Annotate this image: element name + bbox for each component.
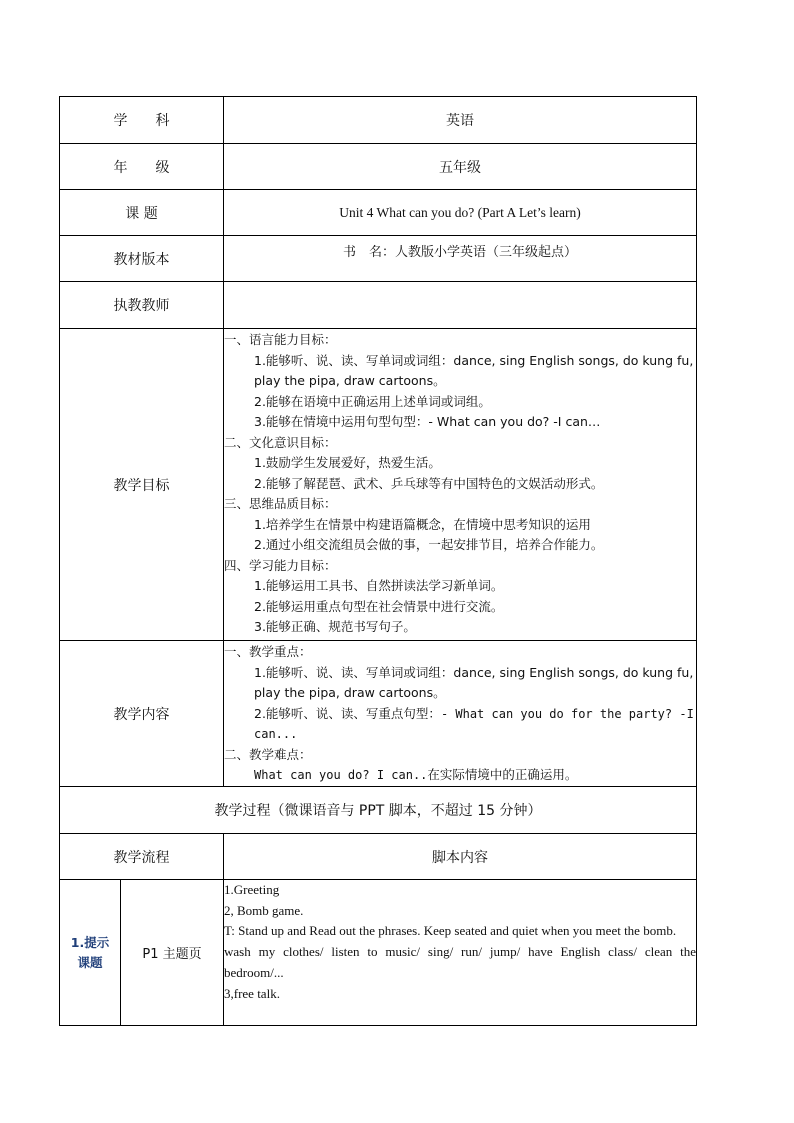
objective-item: 2.能够了解琵琶、武术、乒乓球等有中国特色的文娱活动形式。 [254, 475, 604, 491]
lesson-plan-table [59, 96, 697, 1026]
topic-value: Unit 4 What can you do? (Part A Let’s learn) [224, 190, 697, 236]
objective-item: 2.能够运用重点句型在社会情景中进行交流。 [254, 598, 504, 614]
objective-heading: 三、思维品质目标： [224, 496, 337, 511]
content-difficulty-pattern: What can you do? I can.. [254, 768, 428, 782]
step-1-name-text: 1.提示课题 [70, 934, 110, 970]
objective-item: 2.通过小组交流组员会做的事，一起安排节目，培养合作能力。 [254, 537, 604, 552]
textbook-value: 书 名：人教版小学英语（三年级起点） [224, 236, 697, 282]
flow-header: 教学流程 [60, 834, 224, 880]
objective-item: 1.培养学生在情景中构建语篇概念，在情境中思考知识的运用 [254, 516, 591, 532]
objective-item: 1.鼓励学生发展爱好，热爱生活。 [254, 455, 441, 470]
row-textbook [60, 236, 697, 282]
process-title: 教学过程（微课语音与 PPT 脚本，不超过 15 分钟） [60, 787, 697, 834]
subject-label: 学 科 [60, 97, 224, 144]
grade-label: 年 级 [60, 144, 224, 190]
step-1-page: P1 主题页 [121, 880, 224, 1026]
objectives-content [224, 329, 697, 641]
content-body [224, 641, 697, 787]
teacher-value [224, 282, 697, 329]
row-process-title [60, 787, 697, 834]
step-1-name [60, 880, 121, 1026]
row-topic [60, 190, 697, 236]
objective-item: 3.能够正确、规范书写句子。 [254, 619, 416, 634]
row-objectives [60, 329, 697, 641]
textbook-label: 教材版本 [60, 236, 224, 282]
objective-item: 2.能够在语境中正确运用上述单词或词组。 [254, 393, 491, 409]
content-key-item-2-pattern: - What can you do for the party? -I can... [254, 706, 694, 741]
content-difficulty-item [224, 765, 696, 786]
row-step-1 [60, 880, 697, 1026]
row-teacher [60, 282, 697, 329]
content-label: 教学内容 [60, 641, 224, 787]
content-difficulty-text: 在实际情境中的正确运用。 [427, 767, 578, 782]
objective-heading: 一、语言能力目标： [224, 332, 337, 347]
script-line: T: Stand up and Read out the phrases. Keep seated and quiet when you meet the bomb. [224, 923, 677, 939]
content-key-item-2 [224, 704, 696, 745]
content-key-item-2-text: 2.能够听、说、读、写重点句型： [254, 705, 441, 721]
script-line: 1.Greeting [224, 882, 280, 897]
objective-item: 1.能够运用工具书、自然拼读法学习新单词。 [254, 578, 504, 593]
objective-item: 3.能够在情境中运用句型句型：- What can you do? -I can… [254, 414, 601, 429]
content-key-item-1: 1.能够听、说、读、写单词或词组：dance, sing English songs, do kung fu, play the pipa, draw cartoons。 [254, 664, 694, 700]
row-grade [60, 144, 697, 190]
content-key-heading: 一、教学重点： [224, 644, 312, 659]
row-process-header [60, 834, 697, 880]
subject-value: 英语 [224, 97, 697, 144]
script-line: 3,free talk. [224, 985, 280, 1001]
objective-heading: 二、文化意识目标： [224, 434, 337, 450]
row-content [60, 641, 697, 787]
script-header: 脚本内容 [224, 834, 697, 880]
teacher-label: 执教教师 [60, 282, 224, 329]
content-difficulty-heading: 二、教学难点： [224, 746, 312, 762]
grade-value: 五年级 [224, 144, 697, 190]
objectives-label: 教学目标 [60, 329, 224, 641]
row-subject [60, 97, 697, 144]
step-1-script [224, 880, 697, 1026]
script-line: wash my clothes/ listen to music/ sing/ run/ jump/ have English class/ clean the bedroom/... [224, 944, 696, 980]
objective-item: 1.能够听、说、读、写单词或词组：dance, sing English songs, do kung fu, play the pipa, draw cartoons。 [254, 352, 694, 388]
objective-heading: 四、学习能力目标： [224, 557, 337, 573]
script-line: 2, Bomb game. [224, 902, 304, 918]
topic-label: 课 题 [60, 190, 224, 236]
